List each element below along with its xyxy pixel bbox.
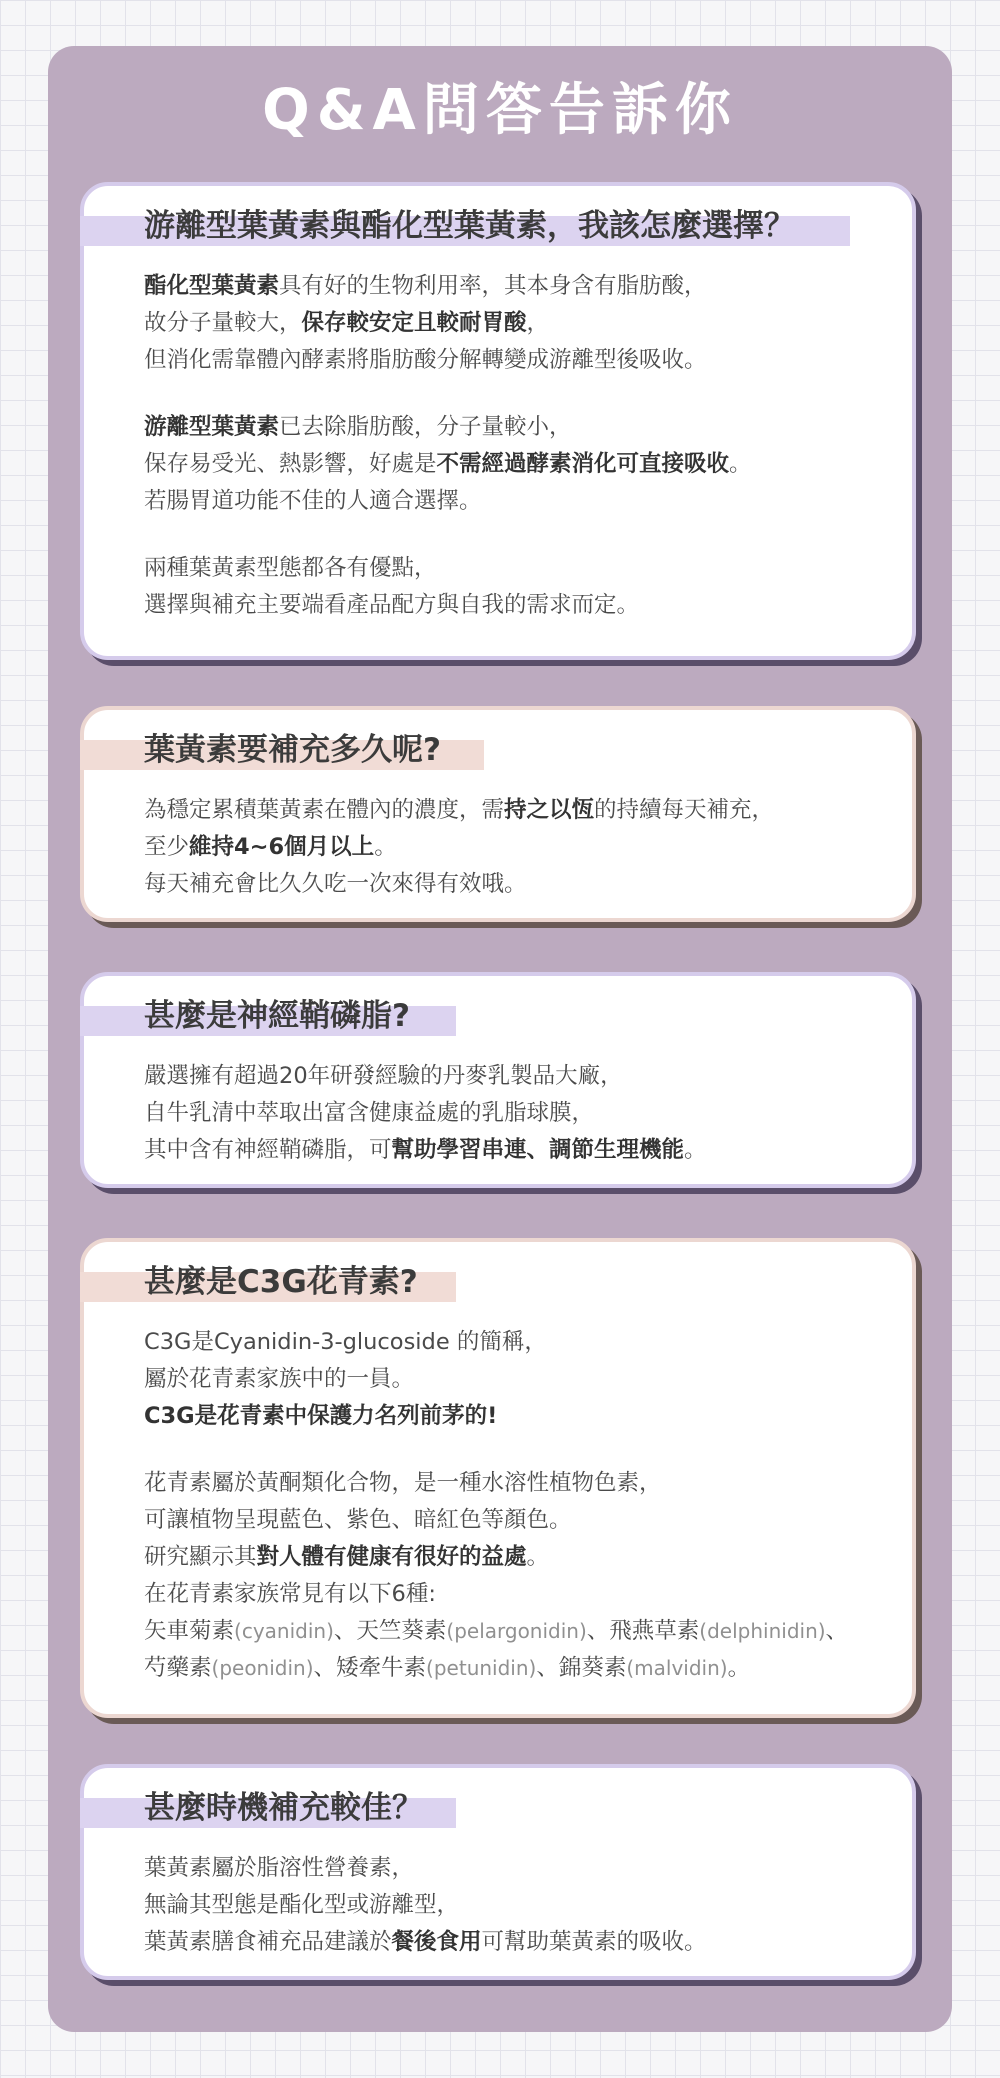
answer-line [144, 1095, 707, 1132]
answer-text: 的持續每天補充， [594, 797, 775, 823]
answer-line [144, 587, 752, 624]
answer-text: 具有好的生物利用率，其本身含有脂肪酸， [279, 273, 707, 299]
answer-text: 。 [374, 834, 397, 860]
answer-body [144, 792, 774, 903]
answer-line [144, 268, 752, 305]
answer-text: 屬於花青素家族中的一員。 [144, 1366, 415, 1392]
answer-body [144, 1850, 707, 1961]
answer-text: (malvidin) [626, 1656, 728, 1680]
answer-text: 花青素屬於黃酮類化合物，是一種水溶性植物色素， [144, 1470, 662, 1496]
answer-paragraph [144, 1850, 707, 1961]
answer-line [144, 1924, 707, 1961]
answer-line [144, 1058, 707, 1095]
answer-line [144, 1576, 848, 1613]
answer-text: 保存易受光、熱影響，好處是 [144, 451, 437, 477]
answer-line [144, 866, 774, 903]
answer-text: 為穩定累積葉黃素在體內的濃度，需 [144, 797, 505, 823]
answer-text: 葉黃素屬於脂溶性營養素， [144, 1855, 415, 1881]
answer-text: 、天竺葵素 [333, 1618, 447, 1644]
answer-text: 選擇與補充主要端看產品配方與自我的需求而定。 [144, 592, 640, 618]
question-title: 游離型葉黃素與酯化型葉黃素，我該怎麼選擇？ [144, 208, 795, 244]
answer-text: (delphinidin) [699, 1619, 826, 1643]
answer-line [144, 1398, 848, 1435]
answer-text: 兩種葉黃素型態都各有優點， [144, 555, 437, 581]
answer-text: (pelargonidin) [446, 1619, 587, 1643]
answer-line [144, 342, 752, 379]
emphasis-text: 持之以恆 [504, 797, 595, 823]
qa-card-timing [80, 1764, 916, 1980]
emphasis-text: 保存較安定且較耐胃酸 [301, 310, 527, 336]
emphasis-text: 餐後食用 [391, 1929, 482, 1955]
emphasis-text: 維持4~6個月以上 [189, 834, 375, 860]
answer-paragraph [144, 1465, 848, 1687]
answer-text: 葉黃素膳食補充品建議於 [144, 1929, 392, 1955]
answer-text: 研究顯示其 [144, 1544, 257, 1570]
answer-line [144, 1465, 848, 1502]
answer-text: 但消化需靠體內酵素將脂肪酸分解轉變成游離型後吸收。 [144, 347, 707, 373]
answer-text: 、 [825, 1618, 849, 1644]
answer-line [144, 829, 774, 866]
answer-line [144, 446, 752, 483]
answer-text: (cyanidin) [234, 1619, 334, 1643]
answer-text: (peonidin) [211, 1656, 314, 1680]
emphasis-text: 幫助學習串連、調節生理機能 [391, 1137, 685, 1163]
answer-line [144, 1887, 707, 1924]
emphasis-text: C3G是花青素中保護力名列前茅的! [144, 1403, 498, 1429]
answer-text: 芍藥素 [144, 1655, 212, 1681]
answer-line [144, 1539, 848, 1576]
emphasis-text: 不需經過酵素消化可直接吸收 [436, 451, 730, 477]
answer-text: 可讓植物呈現藍色、紫色、暗紅色等顏色。 [144, 1507, 572, 1533]
answer-text: (petunidin) [426, 1656, 537, 1680]
answer-body [144, 268, 752, 624]
answer-paragraph [144, 1058, 707, 1169]
qa-card-sphingomyelin [80, 972, 916, 1188]
answer-line [144, 792, 774, 829]
answer-text: 、矮牽牛素 [313, 1655, 427, 1681]
qa-panel [48, 46, 952, 2032]
answer-text: 若腸胃道功能不佳的人適合選擇。 [144, 488, 482, 514]
answer-paragraph [144, 792, 774, 903]
answer-body [144, 1058, 707, 1169]
answer-text: 可幫助葉黃素的吸收。 [481, 1929, 707, 1955]
answer-line [144, 550, 752, 587]
answer-text: 自牛乳清中萃取出富含健康益處的乳脂球膜， [144, 1100, 595, 1126]
answer-text: 每天補充會比久久吃一次來得有效哦。 [144, 871, 527, 897]
answer-text: 已去除脂肪酸，分子量較小， [279, 414, 572, 440]
answer-line [144, 1502, 848, 1539]
question-title: 葉黃素要補充多久呢? [144, 732, 441, 768]
answer-line [144, 1650, 848, 1687]
answer-line [144, 409, 752, 446]
answer-line [144, 1324, 848, 1361]
answer-paragraph [144, 550, 752, 624]
answer-text: 。 [684, 1137, 707, 1163]
answer-text: 。 [727, 1655, 751, 1681]
answer-text: 無論其型態是酯化型或游離型， [144, 1892, 460, 1918]
answer-text: C3G是Cyanidin-3-glucoside 的簡稱， [144, 1329, 547, 1355]
answer-line [144, 1132, 707, 1169]
qa-card-lutein-types [80, 182, 916, 660]
answer-text: 嚴選擁有超過20年研發經驗的丹麥乳製品大廠， [144, 1063, 623, 1089]
answer-text: 。 [729, 451, 752, 477]
question-title: 甚麼是神經鞘磷脂? [144, 998, 410, 1034]
answer-line [144, 305, 752, 342]
answer-line [144, 1361, 848, 1398]
emphasis-text: 對人體有健康有很好的益處 [256, 1544, 527, 1570]
emphasis-text: 游離型葉黃素 [144, 414, 280, 440]
answer-text: 在花青素家族常見有以下6種: [144, 1581, 436, 1607]
answer-body [144, 1324, 848, 1687]
question-title: 甚麼是C3G花青素? [144, 1264, 418, 1300]
answer-text: 其中含有神經鞘磷脂，可 [144, 1137, 392, 1163]
answer-paragraph [144, 1324, 848, 1435]
answer-text: 故分子量較大， [144, 310, 302, 336]
answer-line [144, 1613, 848, 1650]
answer-line [144, 1850, 707, 1887]
answer-text: 、飛燕草素 [586, 1618, 700, 1644]
answer-text: 。 [526, 1544, 550, 1570]
page-title: Q&A問答告訴你 [262, 78, 738, 143]
answer-line [144, 483, 752, 520]
qa-card-c3g [80, 1238, 916, 1718]
answer-paragraph [144, 268, 752, 379]
answer-text: 矢車菊素 [144, 1618, 235, 1644]
answer-paragraph [144, 409, 752, 520]
question-title: 甚麼時機補充較佳？ [144, 1790, 423, 1826]
answer-text: 、錦葵素 [536, 1655, 627, 1681]
answer-text: ， [526, 310, 550, 336]
qa-card-duration [80, 706, 916, 922]
emphasis-text: 酯化型葉黃素 [144, 273, 280, 299]
answer-text: 至少 [144, 834, 190, 860]
